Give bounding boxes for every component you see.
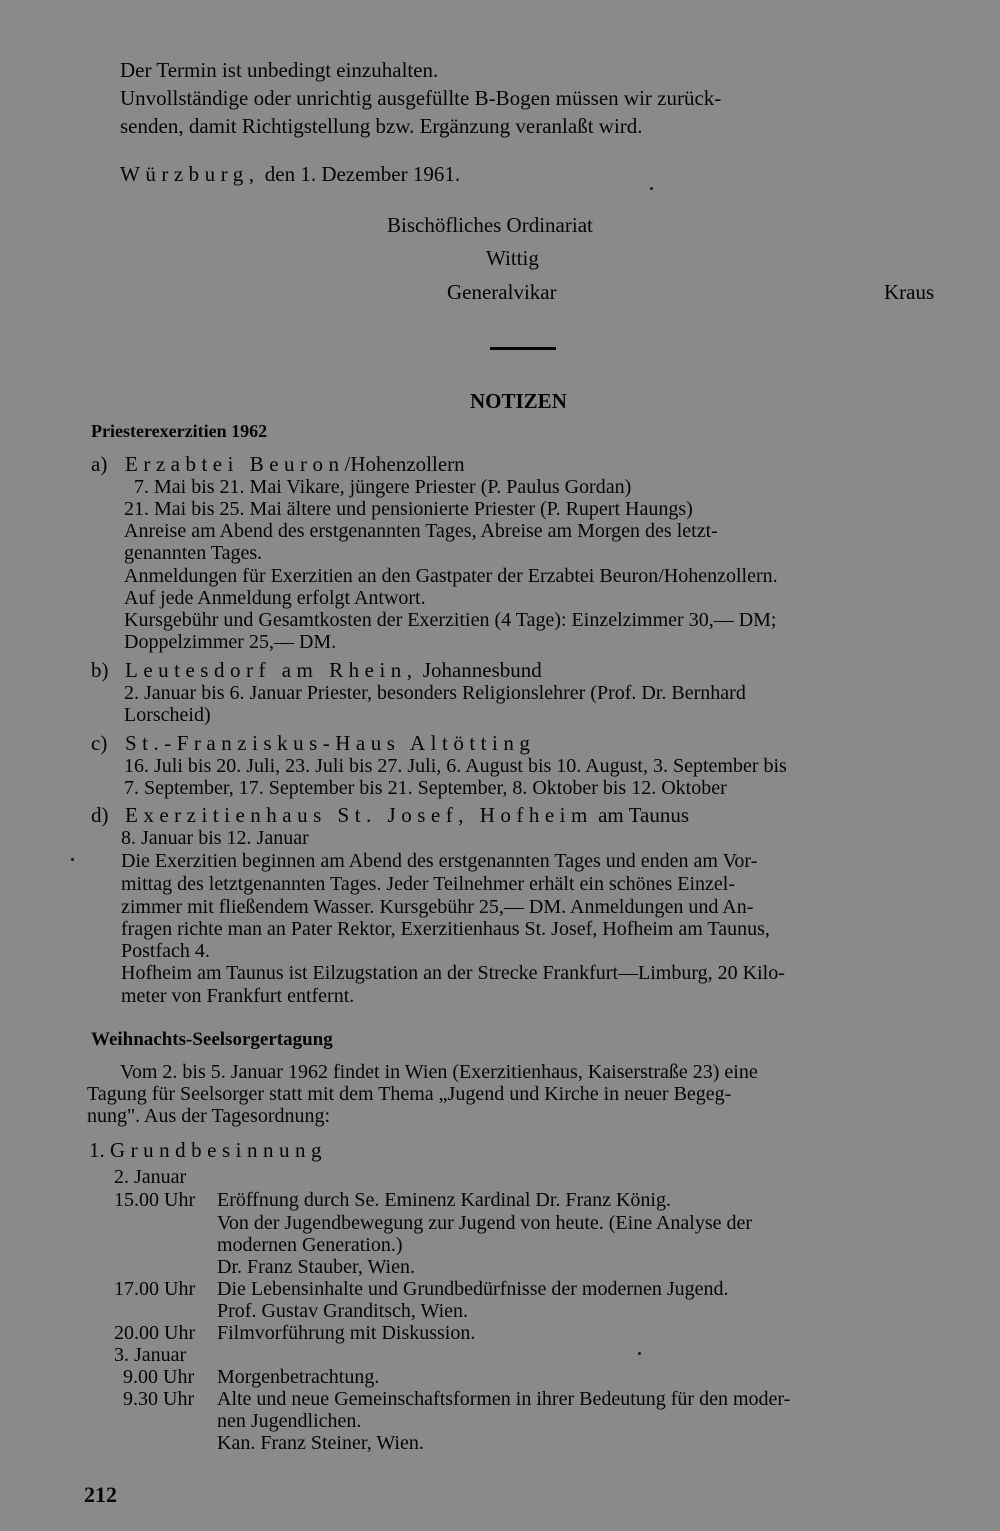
entry-time: 9.30 Uhr — [123, 1388, 195, 1410]
item-a-line: genannten Tages. — [124, 542, 263, 564]
tagung-intro-line: Tagung für Seelsorger statt mit dem Thema „Jugend und Kirche in neuer Begeg- — [87, 1083, 732, 1105]
exerzitien-heading: Priesterexerzitien 1962 — [91, 421, 268, 441]
item-a-title-rest: /Hohenzollern — [344, 452, 465, 476]
item-a-label: a) — [91, 452, 108, 476]
item-b-title — [125, 659, 542, 682]
entry-line: Eröffnung durch Se. Eminenz Kardinal Dr. Franz König. — [217, 1189, 671, 1211]
entry-line: nen Jugendlichen. — [217, 1410, 362, 1432]
signature-second: Kraus — [884, 280, 935, 304]
header-line-1: Der Termin ist unbedingt einzuhalten. — [120, 58, 439, 82]
signature-office: Bischöfliches Ordinariat — [387, 213, 593, 237]
entry-line: Prof. Gustav Granditsch, Wien. — [217, 1300, 469, 1322]
day-heading: 3. Januar — [114, 1344, 187, 1366]
tagung-intro-line: nung". Aus der Tagesordnung: — [87, 1105, 331, 1127]
day-heading: 2. Januar — [114, 1166, 187, 1188]
item-d-line: Postfach 4. — [121, 940, 210, 962]
entry-line: Morgenbetrachtung. — [217, 1366, 380, 1388]
item-a-line: Anreise am Abend des erstgenannten Tages, Abreise am Morgen des letzt- — [124, 520, 718, 542]
item-b-line: 2. Januar bis 6. Januar Priester, besonders Religionslehrer (Prof. Dr. Bernhard — [124, 682, 746, 704]
entry-line: Alte und neue Gemeinschaftsformen in ihrer Bedeutung für den moder- — [217, 1388, 791, 1410]
item-c-title — [125, 732, 535, 755]
notizen-heading: NOTIZEN — [470, 389, 567, 413]
item-c-line: 16. Juli bis 20. Juli, 23. Juli bis 27. Juli, 6. August bis 10. August, 3. September bis — [124, 755, 787, 777]
item-d-title — [125, 804, 689, 827]
entry-time: 9.00 Uhr — [123, 1366, 195, 1388]
scan-speck — [71, 858, 74, 861]
item-d-line: zimmer mit fließendem Wasser. Kursgebühr 25,— DM. Anmeldungen und An- — [121, 896, 754, 918]
item-d-line: 8. Januar bis 12. Januar — [121, 827, 309, 849]
entry-line: Die Lebensinhalte und Grundbedürfnisse der modernen Jugend. — [217, 1278, 729, 1300]
tagung-heading: Weihnachts-Seelsorgertagung — [91, 1029, 333, 1050]
header-line-3: senden, damit Richtigstellung bzw. Ergänzung veranlaßt wird. — [120, 114, 643, 138]
item-d-line: meter von Frankfurt entfernt. — [121, 985, 355, 1007]
item-d-label: d) — [91, 803, 109, 827]
entry-time: 15.00 Uhr — [114, 1189, 196, 1211]
item-a-line: 21. Mai bis 25. Mai ältere und pensionierte Priester (P. Rupert Haungs) — [124, 498, 693, 520]
item-d-title-spaced: Exerzitienhaus St. Josef, Hofheim — [125, 803, 593, 827]
page-number: 212 — [84, 1482, 117, 1507]
item-b-title-rest: Johannesbund — [422, 658, 542, 682]
item-a-line: Kursgebühr und Gesamtkosten der Exerzitien (4 Tage): Einzelzimmer 30,— DM; — [124, 609, 777, 631]
entry-time: 20.00 Uhr — [114, 1322, 196, 1344]
item-d-line: Die Exerzitien beginnen am Abend des erstgenannten Tages und enden am Vor- — [121, 850, 758, 872]
section-divider — [490, 347, 556, 350]
item-a-title — [125, 453, 465, 476]
signature-name: Wittig — [486, 246, 539, 270]
entry-line: modernen Generation.) — [217, 1234, 403, 1256]
section-1-title: Grundbesinnung — [110, 1138, 327, 1162]
item-a-line: Anmeldungen für Exerzitien an den Gastpater der Erzabtei Beuron/Hohenzollern. — [124, 565, 778, 587]
entry-line: Kan. Franz Steiner, Wien. — [217, 1432, 424, 1454]
item-d-line: mittag des letztgenannten Tages. Jeder Teilnehmer erhält ein schönes Einzel- — [121, 873, 736, 895]
item-c-line: 7. September, 17. September bis 21. September, 8. Oktober bis 12. Oktober — [124, 777, 727, 799]
item-a-line: Auf jede Anmeldung erfolgt Antwort. — [124, 587, 426, 609]
tagung-intro-line: Vom 2. bis 5. Januar 1962 findet in Wien (Exerzitienhaus, Kaiserstraße 23) eine — [120, 1061, 758, 1083]
item-d-title-rest: am Taunus — [598, 803, 689, 827]
item-c-label: c) — [91, 731, 108, 755]
item-b-label: b) — [91, 658, 109, 682]
item-d-line: fragen richte man an Pater Rektor, Exerzitienhaus St. Josef, Hofheim am Taunus, — [121, 918, 770, 940]
entry-line: Filmvorführung mit Diskussion. — [217, 1322, 476, 1344]
item-c-title-spaced: St.-Franziskus-Haus Altötting — [125, 731, 536, 755]
section-1-number: 1. — [89, 1138, 105, 1162]
item-a-title-spaced: Erzabtei Beuron — [125, 452, 345, 476]
scan-speck — [638, 1352, 641, 1355]
item-b-title-spaced: Leutesdorf am Rhein, — [125, 658, 418, 682]
item-a-line: 7. Mai bis 21. Mai Vikare, jüngere Priester (P. Paulus Gordan) — [134, 476, 632, 498]
item-a-line: Doppelzimmer 25,— DM. — [124, 631, 337, 653]
entry-time: 17.00 Uhr — [114, 1278, 196, 1300]
date-rest: den 1. Dezember 1961. — [264, 162, 461, 186]
signature-title: Generalvikar — [447, 280, 557, 304]
item-b-line: Lorscheid) — [124, 704, 211, 726]
date-city: Würzburg, — [120, 162, 260, 186]
entry-line: Von der Jugendbewegung zur Jugend von heute. (Eine Analyse der — [217, 1212, 753, 1234]
entry-line: Dr. Franz Stauber, Wien. — [217, 1256, 415, 1278]
item-d-line: Hofheim am Taunus ist Eilzugstation an der Strecke Frankfurt—Limburg, 20 Kilo- — [121, 962, 785, 984]
scan-speck — [650, 187, 653, 190]
section-1-heading — [89, 1139, 327, 1162]
date-line — [120, 163, 460, 186]
header-line-2: Unvollständige oder unrichtig ausgefüllte B-Bogen müssen wir zurück- — [120, 86, 722, 110]
